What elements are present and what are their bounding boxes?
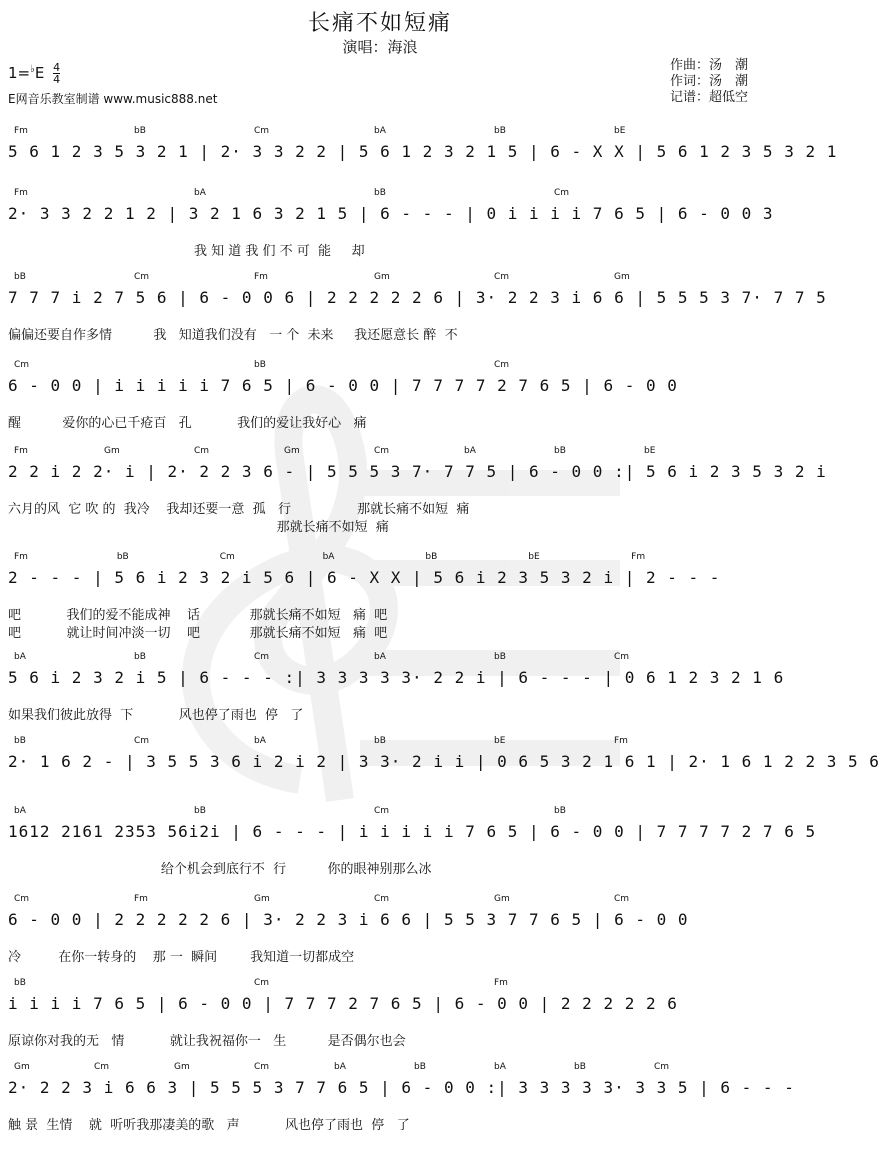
chord-symbol: bB bbox=[554, 806, 566, 816]
chord-symbol: Cm bbox=[134, 736, 150, 746]
lyric-line: 如果我们彼此放得 下 风也停了雨也 停 了 bbox=[8, 708, 304, 723]
chord-symbol: Gm bbox=[104, 446, 120, 456]
time-bottom: 4 bbox=[53, 73, 61, 86]
notation-line: 2 2 i 2 2· i | 2· 2 2 3 6 - | 5 5 5 3 7· 7 7 5 | 6 - 0 0 :| 5 6 i 2 3 5 3 2 i bbox=[8, 462, 827, 481]
notation-line: i i i i 7 6 5 | 6 - 0 0 | 7 7 7 2 7 6 5 | 6 - 0 0 | 2 2 2 2 2 6 bbox=[8, 994, 678, 1013]
chord-symbol: bA bbox=[254, 736, 266, 746]
chord-symbol: Cm bbox=[219, 552, 235, 562]
chord-symbol: Fm bbox=[14, 188, 28, 198]
chord-symbol: Cm bbox=[254, 652, 270, 662]
chord-symbol: bA bbox=[14, 652, 26, 662]
chord-symbol: bB bbox=[194, 806, 206, 816]
lyric-line: 冷 在你一转身的 那 一 瞬间 我知道一切都成空 bbox=[8, 950, 355, 965]
notation-line: 2· 1 6 2 - | 3 5 5 3 6 i 2 i 2 | 3 3· 2 i i | 0 6 5 3 2 1 6 1 | 2· 1 6 1 2 2 3 5 6 bbox=[8, 752, 880, 771]
score-system bbox=[0, 552, 760, 662]
notation-line: 2 - - - | 5 6 i 2 3 2 i 5 6 | 6 - X X | 5 6 i 2 3 5 3 2 i | 2 - - - bbox=[8, 568, 721, 587]
lyric-line: 原谅你对我的无 情 就让我祝福你一 生 是否偶尔也会 bbox=[8, 1034, 406, 1049]
lyric-line: 偏偏还要自作多情 我 知道我们没有 一 个 未来 我还愿意长 醉 不 bbox=[8, 328, 458, 343]
chord-symbol: Cm bbox=[554, 188, 570, 198]
chord-symbol: bB bbox=[574, 1062, 586, 1072]
chord-symbol: bE bbox=[494, 736, 506, 746]
chord-symbol: Cm bbox=[494, 360, 510, 370]
chord-symbol: bA bbox=[14, 806, 26, 816]
notation-line: 5 6 1 2 3 5 3 2 1 | 2· 3 3 2 2 | 5 6 1 2 3 2 1 5 | 6 - X X | 5 6 1 2 3 5 3 2 1 bbox=[8, 142, 838, 161]
chord-row bbox=[0, 360, 760, 374]
chord-symbol: bE bbox=[528, 552, 540, 562]
chord-symbol: bB bbox=[414, 1062, 426, 1072]
lyric-line: 触 景 生情 就 听听我那凄美的歌 声 风也停了雨也 停 了 bbox=[8, 1118, 410, 1133]
lyric-line: 我 知 道 我 们 不 可 能 却 bbox=[8, 244, 365, 259]
song-title: 长痛不如短痛 bbox=[307, 11, 452, 36]
chord-row bbox=[0, 1062, 760, 1076]
chord-symbol: Cm bbox=[494, 272, 510, 282]
notation-line: 2· 2 2 3 i 6 6 3 | 5 5 5 3 7 7 6 5 | 6 - 0 0 :| 3 3 3 3 3· 3 3 5 | 6 - - - bbox=[8, 1078, 795, 1097]
chord-row bbox=[0, 552, 760, 566]
score-system bbox=[0, 1062, 795, 1172]
lyric-line: 吧 我们的爱不能成神 话 那就长痛不如短 痛 吧 bbox=[8, 608, 388, 623]
chord-symbol: bB bbox=[494, 126, 506, 136]
chord-symbol: Fm bbox=[631, 552, 646, 562]
key-note: E bbox=[34, 64, 45, 82]
chord-row bbox=[0, 652, 760, 666]
chord-symbol: Gm bbox=[374, 272, 390, 282]
notation-line: 6 - 0 0 | 2 2 2 2 2 6 | 3· 2 2 3 i 6 6 | 5 5 3 7 7 6 5 | 6 - 0 0 bbox=[8, 910, 689, 929]
chord-symbol: Cm bbox=[654, 1062, 670, 1072]
lyric-line-verse2: 吧 就让时间冲淡一切 吧 那就长痛不如短 痛 吧 bbox=[8, 626, 388, 641]
chord-symbol: bA bbox=[374, 652, 386, 662]
chord-symbol: bB bbox=[374, 736, 386, 746]
chord-symbol: bA bbox=[374, 126, 386, 136]
chord-row bbox=[0, 188, 760, 202]
key-prefix: 1= bbox=[8, 64, 31, 82]
notation-line: 2· 3 3 2 2 1 2 | 3 2 1 6 3 2 1 5 | 6 - - - | 0 i i i i 7 6 5 | 6 - 0 0 3 bbox=[8, 204, 774, 223]
singer-line: 演唱：海浪 bbox=[342, 38, 418, 56]
flat-sign: ♭ bbox=[30, 64, 35, 75]
chord-row bbox=[0, 736, 760, 750]
chord-symbol: bB bbox=[134, 652, 146, 662]
chord-row bbox=[0, 894, 760, 908]
score-system bbox=[0, 446, 827, 556]
chord-symbol: Gm bbox=[174, 1062, 190, 1072]
notation-line: 5 6 i 2 3 2 i 5 | 6 - - - :| 3 3 3 3 3· 2 2 i | 6 - - - | 0 6 1 2 3 2 1 6 bbox=[8, 668, 785, 687]
lyric-line: 醒 爱你的心已千疮百 孔 我们的爱让我好心 痛 bbox=[8, 416, 367, 431]
chord-symbol: Cm bbox=[374, 894, 390, 904]
chord-row bbox=[0, 126, 760, 140]
lyric-line-verse2: 那就长痛不如短 痛 bbox=[8, 520, 389, 535]
chord-symbol: bA bbox=[194, 188, 206, 198]
chord-symbol: Cm bbox=[614, 652, 630, 662]
chord-symbol: Gm bbox=[614, 272, 630, 282]
lyricist-credit: 作词：汤 潮 bbox=[669, 74, 748, 89]
chord-row bbox=[0, 978, 760, 992]
time-top: 4 bbox=[53, 61, 61, 74]
chord-symbol: Gm bbox=[494, 894, 510, 904]
notation-line: 1612 2161 2353 56i2i | 6 - - - | i i i i i 7 6 5 | 6 - 0 0 | 7 7 7 7 2 7 6 5 bbox=[8, 822, 817, 841]
chord-symbol: Cm bbox=[194, 446, 210, 456]
transcriber-credit: 记谱：超低空 bbox=[669, 90, 748, 105]
chord-row bbox=[0, 806, 760, 820]
chord-row bbox=[0, 272, 760, 286]
chord-symbol: bA bbox=[494, 1062, 506, 1072]
chord-symbol: bA bbox=[464, 446, 476, 456]
time-signature bbox=[53, 62, 60, 85]
chord-symbol: Cm bbox=[614, 894, 630, 904]
chord-symbol: bA bbox=[334, 1062, 346, 1072]
chord-symbol: bB bbox=[14, 736, 26, 746]
chord-symbol: Cm bbox=[254, 1062, 270, 1072]
chord-symbol: Gm bbox=[14, 1062, 30, 1072]
chord-symbol: Cm bbox=[94, 1062, 110, 1072]
key-signature bbox=[8, 62, 60, 85]
chord-symbol: bB bbox=[134, 126, 146, 136]
chord-symbol: bE bbox=[644, 446, 656, 456]
chord-symbol: bB bbox=[116, 552, 129, 562]
chord-symbol: bB bbox=[425, 552, 438, 562]
composer-credit: 作曲：汤 潮 bbox=[669, 58, 748, 73]
score-header bbox=[0, 0, 760, 110]
source-credit: E网音乐教室制谱 www.music888.net bbox=[8, 92, 218, 106]
chord-symbol: Cm bbox=[134, 272, 150, 282]
chord-symbol: bB bbox=[254, 360, 266, 370]
chord-row bbox=[0, 446, 760, 460]
chord-symbol: Cm bbox=[374, 446, 390, 456]
lyric-line: 六月的风 它 吹 的 我冷 我却还要一意 孤 行 那就长痛不如短 痛 bbox=[8, 502, 470, 517]
chord-symbol: Cm bbox=[14, 360, 30, 370]
chord-symbol: bB bbox=[14, 978, 26, 988]
chord-symbol: bB bbox=[554, 446, 566, 456]
notation-line: 6 - 0 0 | i i i i i 7 6 5 | 6 - 0 0 | 7 7 7 7 2 7 6 5 | 6 - 0 0 bbox=[8, 376, 678, 395]
chord-symbol: Fm bbox=[14, 446, 28, 456]
chord-symbol: Gm bbox=[254, 894, 270, 904]
lyric-line: 给个机会到底行不 行 你的眼神别那么冰 bbox=[8, 862, 432, 877]
chord-symbol: Cm bbox=[14, 894, 30, 904]
chord-symbol: Fm bbox=[134, 894, 148, 904]
chord-symbol: Cm bbox=[374, 806, 390, 816]
chord-symbol: bB bbox=[494, 652, 506, 662]
chord-symbol: Fm bbox=[494, 978, 508, 988]
chord-symbol: Cm bbox=[254, 126, 270, 136]
chord-symbol: Fm bbox=[14, 126, 28, 136]
chord-symbol: Fm bbox=[254, 272, 268, 282]
chord-symbol: bA bbox=[322, 552, 335, 562]
chord-symbol: Gm bbox=[284, 446, 300, 456]
notation-line: 7 7 7 i 2 7 5 6 | 6 - 0 0 6 | 2 2 2 2 2 6 | 3· 2 2 3 i 6 6 | 5 5 5 3 7· 7 7 5 bbox=[8, 288, 827, 307]
chord-symbol: Fm bbox=[14, 552, 28, 562]
chord-symbol: bE bbox=[614, 126, 626, 136]
chord-symbol: Fm bbox=[614, 736, 628, 746]
credits-block bbox=[670, 58, 748, 106]
chord-symbol: Cm bbox=[254, 978, 270, 988]
chord-symbol: bB bbox=[14, 272, 26, 282]
chord-symbol: bB bbox=[374, 188, 386, 198]
